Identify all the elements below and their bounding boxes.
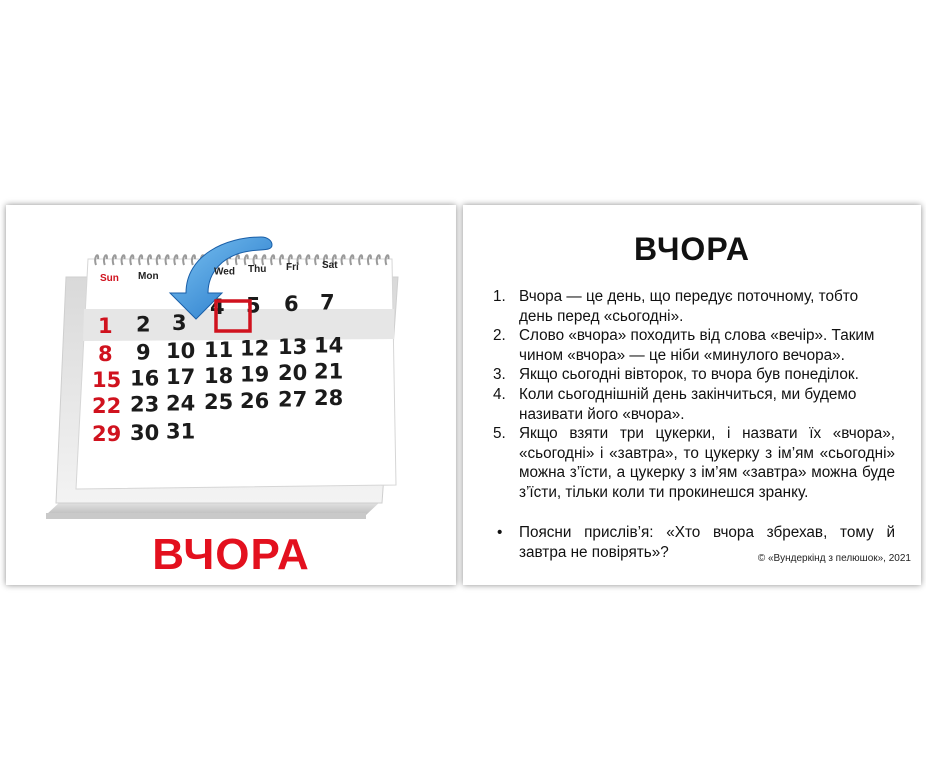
calendar-day-number: 14 [314,333,344,358]
calendar-day-number: 7 [320,290,335,315]
calendar-day-number: 16 [130,366,160,391]
weekday-label: Sat [322,259,338,271]
calendar-day-number: 3 [172,310,187,335]
calendar-day-number: 28 [314,386,344,411]
weekday-label: Wed [214,266,235,278]
calendar-illustration [36,215,416,525]
copyright: © «Вундеркінд з пелюшок», 2021 [757,553,911,564]
rule-item: 3. Якщо сьогодні вівторок, то вчора був понеділок. [493,366,859,384]
calendar-page [76,259,396,489]
bullet-icon: • [497,524,503,541]
calendar-day-number: 1 [98,314,113,338]
calendar-day-number: 21 [314,359,344,384]
calendar-day-number: 8 [98,342,113,366]
weekday-label: Sun [100,273,119,284]
calendar-day-number: 26 [240,388,270,413]
calendar-day-number: 31 [166,419,196,444]
rule-item: 2. Слово «вчора» походить від слова «вечір». Таким чином «вчора» — це ніби «минулого вечора». [493,327,875,364]
rule-item: 1. Вчора — це день, що передує поточному, тобто день перед «сьогодні». [493,288,859,325]
proverb-text: Поясни прислів’я: «Хто вчора збрехав, тому й завтра не повірять»? [519,524,895,561]
rule-item: 5. Якщо взяти три цукерки, і назвати їх «вчора», «сьогодні» і «завтра», то цукерку з ім’ям «сьогодні» можна з’їсти, а цукерку з ім’ям «завтра» можна буде з’їсти, тільки коли ти прокинешся зранку. [493,425,895,501]
calendar-day-number: 18 [204,363,234,388]
description-card [463,205,921,585]
calendar-day-number: 27 [278,387,308,412]
calendar-day-number: 12 [240,336,270,361]
weekday-label: Mon [138,270,159,282]
picture-card [6,205,456,585]
card-word: ВЧОРА [152,530,310,579]
calendar-day-number: 19 [240,362,270,387]
weekday-label: Fri [286,262,299,273]
calendar-day-number: 15 [92,368,122,392]
calendar-day-number: 2 [136,312,151,337]
calendar-day-number: 13 [278,335,308,359]
calendar-day-number: 9 [136,340,151,365]
calendar-day-number: 30 [130,420,160,445]
calendar-day-number: 23 [130,392,160,417]
calendar-day-number: 6 [284,292,299,316]
weekday-label: Thu [248,264,267,276]
calendar-day-number: 5 [246,293,261,318]
calendar-day-number: 20 [278,361,308,385]
calendar-day-number: 11 [204,337,234,362]
rule-item: 4. Коли сьогоднішній день закінчиться, ми будемо називати його «вчора». [493,385,857,423]
calendar-day-number: 25 [204,390,234,415]
calendar-day-number: 17 [166,365,196,390]
calendar-day-number: 10 [166,339,196,364]
calendar-day-number: 22 [92,394,122,418]
card-title: ВЧОРА [634,231,750,267]
rules-list [491,287,895,503]
calendar-day-number: 4 [210,295,225,320]
calendar-day-number: 29 [92,422,122,446]
calendar-day-number: 24 [166,391,196,416]
